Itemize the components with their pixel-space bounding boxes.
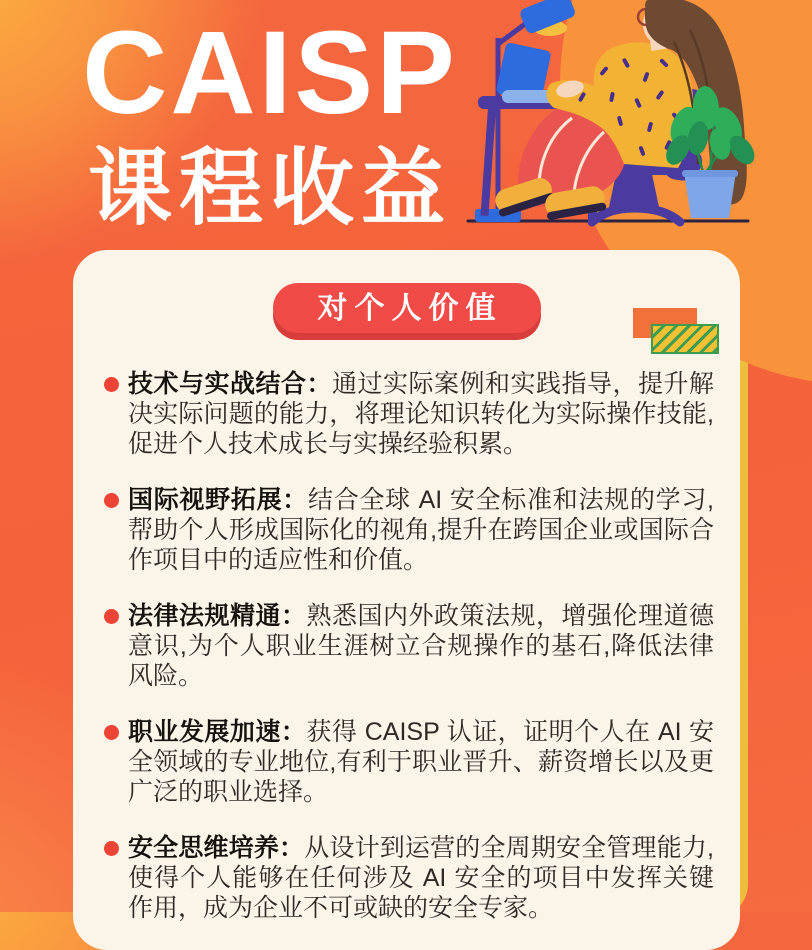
benefit-text — [128, 833, 714, 923]
bullet-dot-icon — [104, 493, 119, 508]
benefit-text — [128, 717, 714, 807]
illustration-svg — [452, 0, 812, 232]
benefit-lead: 安全思维培养： — [128, 834, 305, 862]
decoration-striped-rect — [651, 324, 719, 354]
woman-at-desk-illustration — [452, 0, 812, 232]
bullet-dot-icon — [104, 609, 119, 624]
benefit-body: 结合全球 AI 安全标准和法规的学习,帮助个人形成国际化的视角,提升在跨国企业或国际合作项目中的适应性和价值。 — [128, 486, 714, 574]
benefit-lead: 职业发展加速： — [128, 718, 307, 746]
bullet-dot-icon — [104, 841, 119, 856]
benefit-body: 熟悉国内外政策法规，增强伦理道德意识,为个人职业生涯树立合规操作的基石,降低法律风险。 — [128, 602, 714, 690]
title-english: CAISP — [82, 7, 458, 139]
section-badge: 对个人价值 — [273, 283, 541, 333]
bullet-dot-icon — [104, 725, 119, 740]
benefit-lead: 法律法规精通： — [128, 602, 307, 630]
list-item — [104, 833, 714, 923]
benefit-lead: 技术与实战结合： — [128, 370, 332, 398]
bullet-dot-icon — [104, 377, 119, 392]
plant-pot-icon — [684, 172, 736, 218]
benefits-card — [73, 250, 740, 950]
list-item — [104, 717, 714, 807]
list-item — [104, 601, 714, 691]
benefit-body: 获得 CAISP 认证，证明个人在 AI 安全领域的专业地位,有利于职业晋升、薪资增长以及更广泛的职业选择。 — [128, 718, 714, 806]
benefit-text — [128, 369, 714, 459]
benefit-text — [128, 485, 714, 575]
benefit-text — [128, 601, 714, 691]
benefit-lead: 国际视野拓展： — [128, 486, 309, 514]
benefit-body: 从设计到运营的全周期安全管理能力,使得个人能够在任何涉及 AI 安全的项目中发挥关键作用，成为企业不可或缺的安全专家。 — [128, 834, 714, 922]
benefit-body: 通过实际案例和实践指导，提升解决实际问题的能力，将理论知识转化为实际操作技能,促进个人技术成长与实操经验积累。 — [128, 370, 714, 458]
list-item — [104, 485, 714, 575]
benefits-list — [73, 369, 740, 923]
title-chinese: 课程收益 — [87, 141, 452, 235]
list-item — [104, 369, 714, 459]
